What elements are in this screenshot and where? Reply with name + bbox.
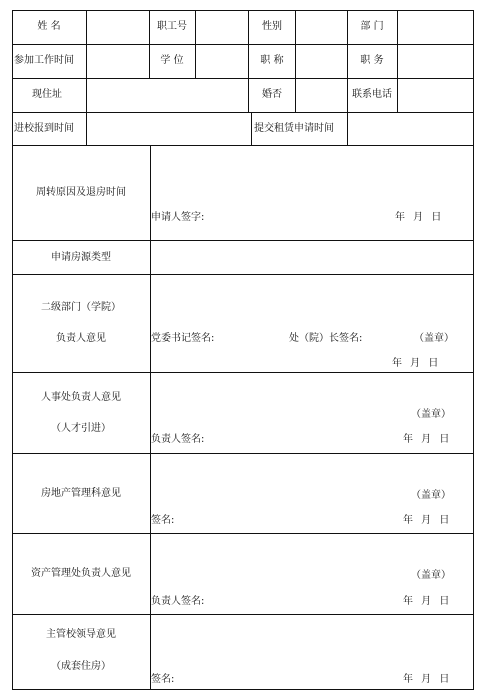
apply-time-field[interactable] bbox=[348, 113, 473, 145]
arrival-field[interactable] bbox=[87, 113, 251, 145]
hr-label-1: 人事处负责人意见 bbox=[41, 392, 121, 403]
realestate-label: 房地产管理科意见 bbox=[41, 488, 121, 499]
dept-label: 部 门 bbox=[360, 21, 384, 32]
rule bbox=[248, 10, 249, 78]
gender-field[interactable] bbox=[296, 11, 347, 44]
realestate-date: 年 月 日 bbox=[403, 515, 450, 526]
college-label-2: 负责人意见 bbox=[56, 333, 106, 344]
party-secretary-sign-label: 党委书记签名: bbox=[151, 333, 215, 344]
assets-sign-label: 负责人签名: bbox=[151, 596, 205, 607]
realestate-seal: （盖章） bbox=[411, 490, 451, 501]
hr-label-2: （人才引进） bbox=[51, 423, 111, 434]
rule bbox=[12, 689, 474, 690]
rule bbox=[347, 78, 348, 112]
apply-time-label: 提交租赁申请时间 bbox=[254, 123, 334, 134]
marital-label: 婚否 bbox=[262, 89, 282, 100]
degree-field[interactable] bbox=[196, 45, 248, 78]
leader-date: 年 月 日 bbox=[403, 674, 450, 685]
assets-seal: （盖章） bbox=[411, 570, 451, 581]
realestate-sign-label: 签名: bbox=[151, 515, 175, 526]
hr-seal: （盖章） bbox=[411, 409, 451, 420]
work-start-label: 参加工作时间 bbox=[14, 55, 74, 66]
marital-field[interactable] bbox=[296, 79, 347, 112]
phone-field[interactable] bbox=[398, 79, 473, 112]
title-label: 职 称 bbox=[260, 55, 284, 66]
title-field[interactable] bbox=[296, 45, 347, 78]
college-date: 年 月 日 bbox=[392, 358, 439, 369]
work-start-field[interactable] bbox=[87, 45, 149, 78]
staff-no-field[interactable] bbox=[196, 11, 248, 44]
phone-label: 联系电话 bbox=[352, 89, 392, 100]
staff-no-label: 职工号 bbox=[157, 21, 187, 32]
rule bbox=[248, 78, 249, 112]
rule bbox=[347, 10, 348, 78]
housing-type-field[interactable] bbox=[151, 241, 473, 274]
gender-label: 性别 bbox=[262, 21, 282, 32]
dept-field[interactable] bbox=[398, 11, 473, 44]
assets-label: 资产管理处负责人意见 bbox=[31, 568, 131, 579]
position-field[interactable] bbox=[398, 45, 473, 78]
degree-label: 学 位 bbox=[160, 55, 184, 66]
leader-label-2: （成套住房） bbox=[51, 661, 111, 672]
turnover-label: 周转原因及退房时间 bbox=[36, 187, 126, 198]
rule bbox=[12, 10, 13, 689]
leader-sign-label: 签名: bbox=[151, 674, 175, 685]
turnover-field[interactable] bbox=[151, 146, 473, 240]
address-field[interactable] bbox=[87, 79, 248, 112]
rule bbox=[251, 112, 252, 145]
dean-sign-label: 处（院）长签名: bbox=[289, 333, 363, 344]
college-label-1: 二级部门（学院） bbox=[41, 302, 121, 313]
position-label: 职 务 bbox=[360, 55, 384, 66]
rule bbox=[473, 10, 474, 689]
hr-sign-label: 负责人签名: bbox=[151, 434, 205, 445]
assets-date: 年 月 日 bbox=[403, 596, 450, 607]
applicant-sign-label: 申请人签字: bbox=[151, 212, 205, 223]
hr-date: 年 月 日 bbox=[403, 434, 450, 445]
rule bbox=[149, 10, 150, 78]
college-seal: （盖章） bbox=[414, 333, 454, 344]
leader-label-1: 主管校领导意见 bbox=[46, 629, 116, 640]
arrival-label: 进校报到时间 bbox=[14, 123, 74, 134]
housing-type-label: 申请房源类型 bbox=[51, 252, 111, 263]
name-field[interactable] bbox=[87, 11, 149, 44]
address-label: 现住址 bbox=[32, 89, 62, 100]
name-label: 姓 名 bbox=[37, 21, 61, 32]
turnover-date: 年 月 日 bbox=[395, 212, 442, 223]
